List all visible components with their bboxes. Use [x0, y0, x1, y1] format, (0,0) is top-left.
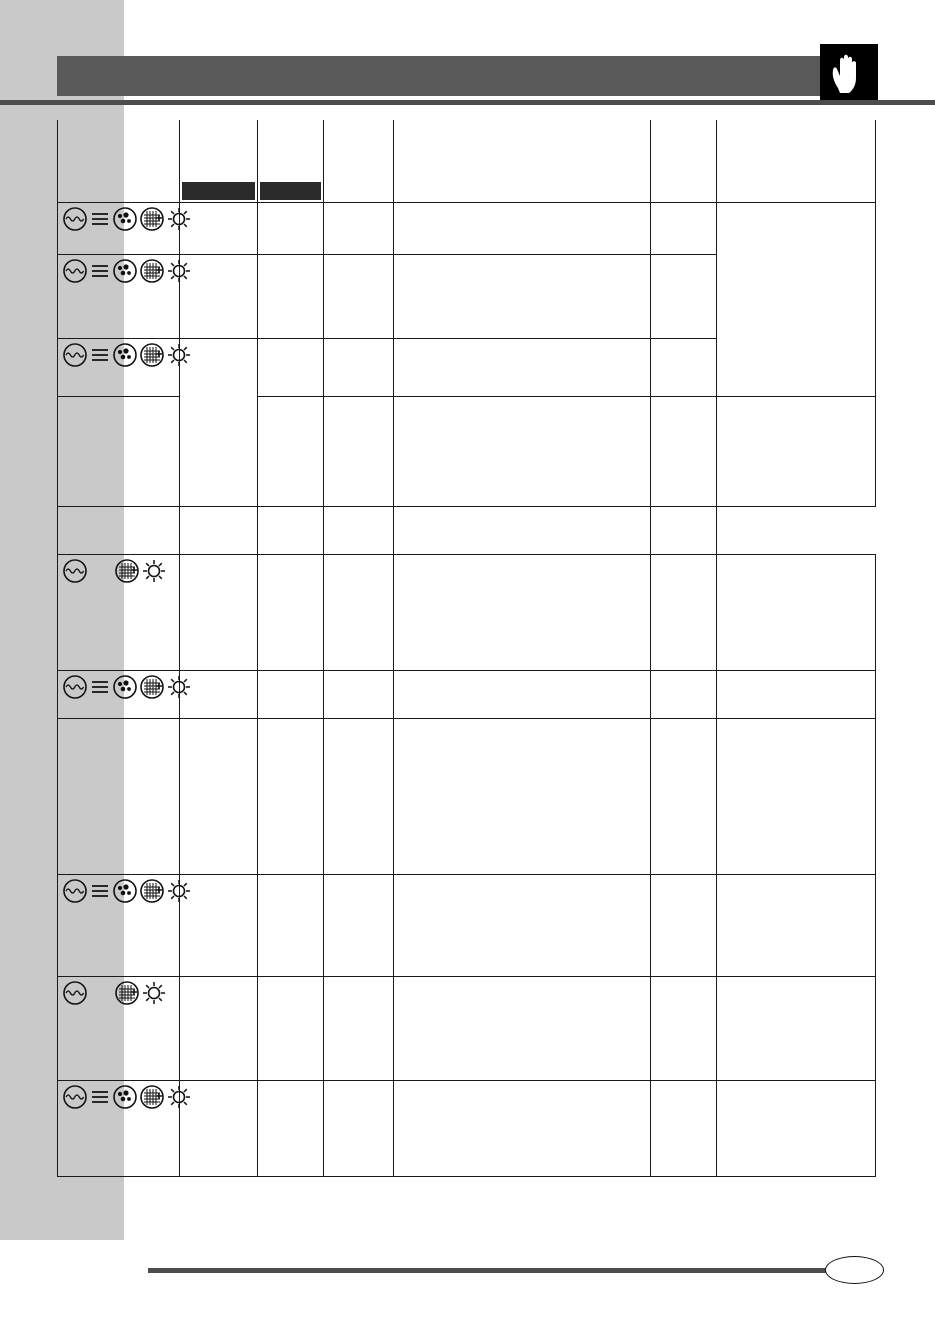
- lines-icon: [89, 674, 111, 703]
- cell-col5: [651, 555, 717, 671]
- cell-col3: [324, 555, 394, 671]
- sun-icon: [141, 980, 167, 1009]
- symbol-cluster-cell: [58, 255, 180, 339]
- sun-icon: [166, 878, 192, 907]
- cell-col5: [651, 507, 717, 555]
- grid-icon: [114, 558, 140, 587]
- header-bar: [57, 56, 875, 96]
- cell-col3: [324, 1081, 394, 1177]
- cell-col3: [324, 339, 394, 397]
- cell-description: [394, 555, 651, 671]
- lines-icon: [89, 342, 111, 371]
- page-number-badge: [825, 1256, 884, 1284]
- cell-description: [394, 719, 651, 875]
- cell-notes: [717, 1081, 876, 1177]
- cell-description: [394, 1081, 651, 1177]
- cell-notes: [717, 875, 876, 977]
- grid-icon: [139, 342, 165, 371]
- table-row: [58, 977, 876, 1081]
- cell-qty-b: [258, 339, 324, 397]
- cell-qty-a: [180, 555, 258, 671]
- cell-qty-b: [258, 255, 324, 339]
- cell-col5: [651, 397, 717, 507]
- header-cell-qty-a: [180, 120, 258, 203]
- cell-description: [394, 977, 651, 1081]
- table-row: [58, 1081, 876, 1177]
- header-cell-notes: [717, 120, 876, 203]
- subheader-block-b: [260, 182, 321, 200]
- grid-icon: [139, 1084, 165, 1113]
- grid-icon: [114, 980, 140, 1009]
- cell-qty-b: [258, 507, 324, 555]
- cell-col5: [651, 977, 717, 1081]
- cell-qty-b: [258, 719, 324, 875]
- sun-icon: [166, 1084, 192, 1113]
- cell-qty-a: [180, 719, 258, 875]
- cell-qty-b: [258, 875, 324, 977]
- cell-description: [394, 671, 651, 719]
- cell-description: [394, 203, 651, 255]
- table-row: [58, 875, 876, 977]
- hand-icon: [820, 44, 878, 102]
- cell-qty-b: [258, 555, 324, 671]
- cell-col3: [324, 719, 394, 875]
- symbol-cluster-cell: [58, 977, 180, 1081]
- lines-icon: [89, 206, 111, 235]
- table-row: [58, 555, 876, 671]
- sun-icon: [166, 206, 192, 235]
- cell-col3: [324, 875, 394, 977]
- cell-qty-b: [258, 671, 324, 719]
- cell-col3: [324, 507, 394, 555]
- sun-icon: [166, 258, 192, 287]
- symbol-cluster-cell: [58, 719, 180, 875]
- grid-icon: [139, 878, 165, 907]
- table-header-row: [58, 120, 876, 203]
- dots-icon: [112, 1084, 138, 1113]
- symbol-cluster-cell: [58, 671, 180, 719]
- cell-col5: [651, 339, 717, 397]
- wave-icon: [62, 258, 88, 287]
- dots-icon: [112, 342, 138, 371]
- symbol-cluster-cell: [58, 1081, 180, 1177]
- dots-icon: [112, 258, 138, 287]
- cell-description: [394, 507, 651, 555]
- cell-qty-b: [258, 1081, 324, 1177]
- symbol-cluster-cell: [58, 397, 180, 507]
- table-row: [58, 719, 876, 875]
- symbol-cluster-cell: [58, 507, 180, 555]
- wave-icon: [62, 980, 88, 1009]
- header-cell-qty-b: [258, 120, 324, 203]
- grid-icon: [139, 674, 165, 703]
- header-cell-col5: [651, 120, 717, 203]
- cell-qty-a: [180, 977, 258, 1081]
- cell-notes: [717, 671, 876, 719]
- cell-description: [394, 397, 651, 507]
- table-row: [58, 507, 876, 555]
- grid-icon: [139, 206, 165, 235]
- cell-notes: [717, 555, 876, 671]
- wave-icon: [62, 674, 88, 703]
- cell-col5: [651, 875, 717, 977]
- cell-col5: [651, 1081, 717, 1177]
- symbol-cluster-cell: [58, 555, 180, 671]
- cell-notes: [717, 397, 876, 507]
- lines-icon: [89, 878, 111, 907]
- wave-icon: [62, 206, 88, 235]
- dots-icon: [112, 674, 138, 703]
- specification-table: [57, 120, 875, 1177]
- cell-col3: [324, 203, 394, 255]
- dots-icon: [112, 206, 138, 235]
- cell-col5: [651, 719, 717, 875]
- cell-qty-b: [258, 397, 324, 507]
- subheader-block-a: [182, 182, 255, 200]
- symbol-cluster-cell: [58, 203, 180, 255]
- dots-icon: [112, 878, 138, 907]
- cell-description: [394, 875, 651, 977]
- wave-icon: [62, 558, 88, 587]
- cell-qty-b: [258, 977, 324, 1081]
- cell-col5: [651, 255, 717, 339]
- footer-rule: [148, 1268, 875, 1273]
- cell-col3: [324, 255, 394, 339]
- wave-icon: [62, 1084, 88, 1113]
- cell-qty-a: [180, 507, 258, 555]
- cell-qty-b: [258, 203, 324, 255]
- grid-icon: [139, 258, 165, 287]
- cell-col3: [324, 977, 394, 1081]
- cell-description: [394, 255, 651, 339]
- header-cell-symbols: [58, 120, 180, 203]
- header-cell-description: [394, 120, 651, 203]
- cell-notes: [717, 977, 876, 1081]
- table-row: [58, 203, 876, 255]
- symbol-cluster-cell: [58, 875, 180, 977]
- symbol-cluster-cell: [58, 339, 180, 397]
- header-rule: [0, 100, 935, 105]
- cell-description: [394, 339, 651, 397]
- sun-icon: [166, 342, 192, 371]
- cell-col3: [324, 671, 394, 719]
- cell-notes: [717, 203, 876, 397]
- header-cell-col3: [324, 120, 394, 203]
- cell-col5: [651, 203, 717, 255]
- cell-col3: [324, 397, 394, 507]
- lines-icon: [89, 1084, 111, 1113]
- cell-notes: [717, 719, 876, 875]
- sun-icon: [141, 558, 167, 587]
- wave-icon: [62, 878, 88, 907]
- wave-icon: [62, 342, 88, 371]
- sun-icon: [166, 674, 192, 703]
- cell-col5: [651, 671, 717, 719]
- table-row: [58, 671, 876, 719]
- lines-icon: [89, 258, 111, 287]
